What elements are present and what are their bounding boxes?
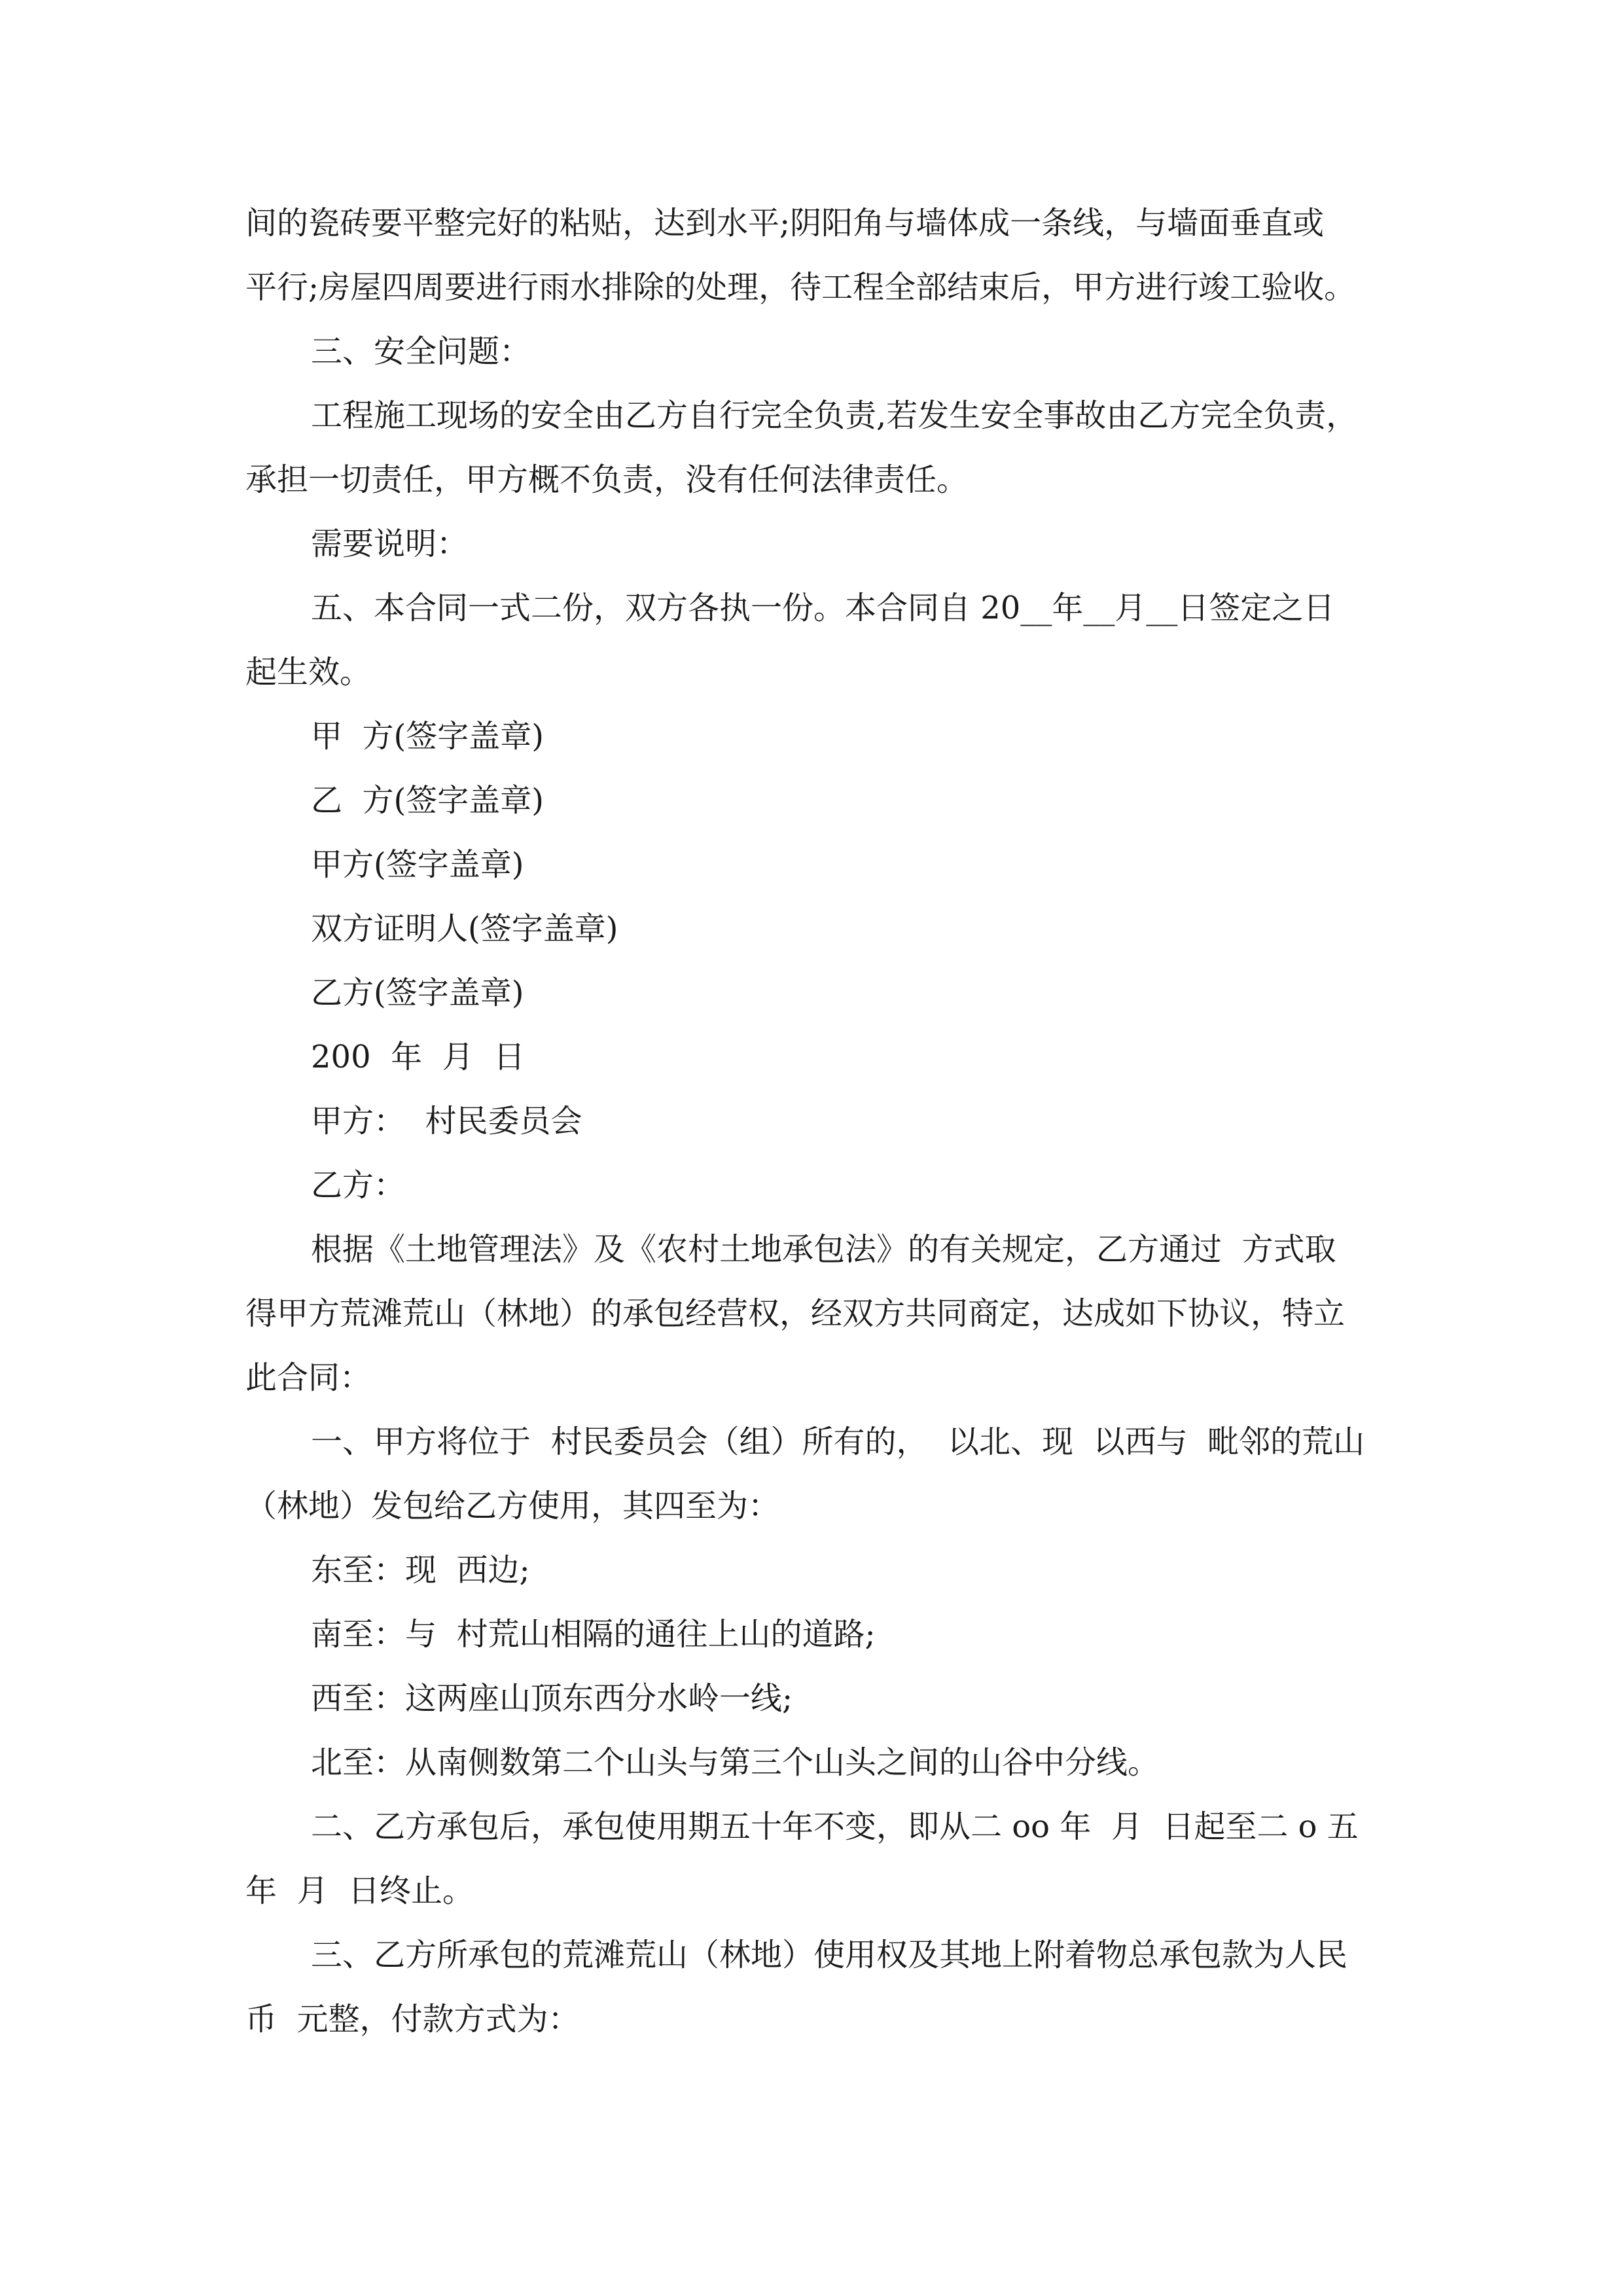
text-line: 年 月 日终止。: [245, 1873, 474, 1909]
section-heading: 三、安全问题：: [311, 333, 531, 370]
signature-line: 乙 方(签字盖章): [311, 782, 544, 819]
text-line: 平行;房屋四周要进行雨水排除的处理，待工程全部结束后，甲方进行竣工验收。: [245, 269, 1356, 306]
text-line: 此合同：: [245, 1359, 372, 1396]
text-line: 一、甲方将位于 村民委员会（组）所有的， 以北、现 以西与 毗邻的荒山: [311, 1424, 1365, 1460]
boundary-line: 北至：从南侧数第二个山头与第三个山头之间的山谷中分线。: [311, 1744, 1160, 1781]
boundary-line: 东至：现 西边;: [311, 1552, 530, 1588]
text-line: 起生效。: [245, 654, 372, 691]
text-line: 承担一切责任，甲方概不负责，没有任何法律责任。: [245, 461, 969, 498]
text-line: 二、乙方承包后，承包使用期五十年不变，即从二 oo 年 月 日起至二 o 五: [311, 1808, 1359, 1845]
signature-line: 双方证明人(签字盖章): [311, 910, 618, 947]
text-line: （林地）发包给乙方使用，其四至为：: [245, 1488, 780, 1524]
boundary-line: 南至：与 村荒山相隔的通往上山的道路;: [311, 1616, 876, 1653]
text-line: 间的瓷砖要平整完好的粘贴，达到水平;阴阳角与墙体成一条线，与墙面垂直或: [245, 205, 1325, 242]
text-line: 币 元整，付款方式为：: [245, 2001, 580, 2037]
signature-line: 甲方(签字盖章): [311, 846, 524, 883]
boundary-line: 西至：这两座山顶东西分水岭一线;: [311, 1680, 793, 1717]
party-b-line: 乙方：: [311, 1167, 406, 1204]
text-line: 工程施工现场的安全由乙方自行完全负责,若发生安全事故由乙方完全负责，: [311, 397, 1358, 434]
signature-line: 甲 方(签字盖章): [311, 718, 544, 755]
text-line: 得甲方荒滩荒山（林地）的承包经营权，经双方共同商定，达成如下协议，特立: [245, 1295, 1346, 1332]
text-line: 三、乙方所承包的荒滩荒山（林地）使用权及其地上附着物总承包款为人民: [311, 1937, 1348, 1973]
signature-line: 乙方(签字盖章): [311, 975, 524, 1011]
text-line: 需要说明：: [311, 526, 469, 562]
text-line: 五、本合同一式二份，双方各执一份。本合同自 20__年__月__日签定之日: [311, 590, 1335, 626]
text-line: 根据《土地管理法》及《农村土地承包法》的有关规定，乙方通过 方式取: [311, 1231, 1336, 1268]
party-a-line: 甲方： 村民委员会: [311, 1103, 582, 1139]
date-line: 200 年 月 日: [311, 1039, 526, 1075]
document-page: [245, 191, 1381, 2051]
